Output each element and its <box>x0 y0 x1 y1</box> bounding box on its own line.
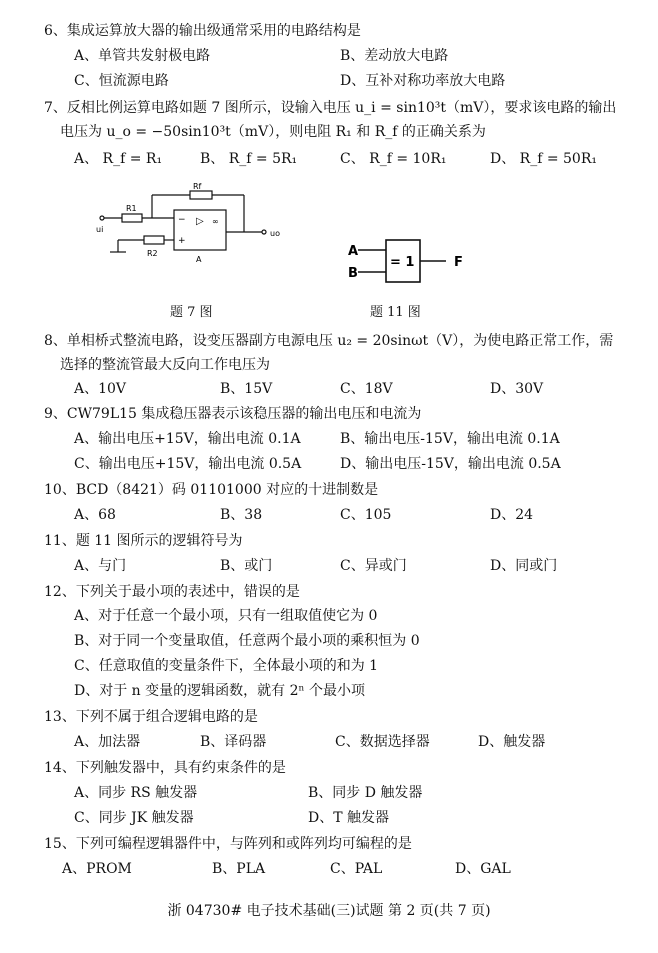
question-10-option-a: A、68 <box>74 507 116 523</box>
question-8-option-c: C、18V <box>340 381 393 397</box>
question-6-option-d: D、互补对称功率放大电路 <box>340 73 506 89</box>
label-ui: ui <box>96 225 104 234</box>
question-14-option-c: C、同步 JK 触发器 <box>74 810 194 826</box>
op-amp-triangle-icon: ▷ <box>196 216 204 227</box>
question-8-stem-line1: 8、单相桥式整流电路，设变压器副方电源电压 u₂ = 20sinωt（V），为使电路正常工作，需 <box>44 333 614 349</box>
question-9-option-d: D、输出电压-15V，输出电流 0.5A <box>340 456 561 472</box>
label-rf: Rf <box>193 182 202 191</box>
question-15-option-b: B、PLA <box>212 861 266 877</box>
question-12-option-a: A、对于任意一个最小项，只有一组取值使它为 0 <box>74 608 378 624</box>
question-6-option-c: C、恒流源电路 <box>74 73 169 89</box>
question-7-option-c: C、 R_f = 10R₁ <box>340 151 447 167</box>
question-13-option-d: D、触发器 <box>478 734 546 750</box>
question-8-stem-line2: 选择的整流管最大反向工作电压为 <box>60 357 270 373</box>
question-14-option-d: D、T 触发器 <box>308 810 390 826</box>
label-uo: uo <box>270 229 280 238</box>
gate-output-f: F <box>454 255 463 270</box>
question-14-option-b: B、同步 D 触发器 <box>308 785 423 801</box>
question-13-stem: 13、下列不属于组合逻辑电路的是 <box>44 709 258 725</box>
figure-7-caption: 题 7 图 <box>170 305 213 320</box>
question-15-option-c: C、PAL <box>330 861 383 877</box>
question-12-stem: 12、下列关于最小项的表述中，错误的是 <box>44 584 300 600</box>
question-10-option-c: C、105 <box>340 507 392 523</box>
figure-11-caption: 题 11 图 <box>370 305 421 320</box>
question-12-option-c: C、任意取值的变量条件下，全体最小项的和为 1 <box>74 658 379 674</box>
op-amp-minus: − <box>178 215 186 225</box>
question-7-option-a: A、 R_f = R₁ <box>74 151 163 167</box>
op-amp-label: A <box>196 255 202 264</box>
question-15-option-a: A、PROM <box>62 861 132 877</box>
gate-symbol: = 1 <box>390 255 415 270</box>
question-13-option-b: B、译码器 <box>200 734 267 750</box>
question-14-stem: 14、下列触发器中，具有约束条件的是 <box>44 760 286 776</box>
op-amp-infinity: ∞ <box>212 217 219 226</box>
page-footer: 浙 04730# 电子技术基础(三)试题 第 2 页(共 7 页) <box>167 903 491 919</box>
question-7-stem-line2: 电压为 u_o = −50sin10³t（mV），则电阻 R₁ 和 R_f 的正确关系为 <box>60 124 486 140</box>
question-8-option-b: B、15V <box>220 381 273 397</box>
question-13-option-c: C、数据选择器 <box>335 734 430 750</box>
question-11-option-c: C、异或门 <box>340 558 407 574</box>
question-7-stem-line1: 7、反相比例运算电路如题 7 图所示，设输入电压 u_i = sin10³t（mV），要求该电路的输出 <box>44 100 617 116</box>
question-11-option-d: D、同或门 <box>490 558 558 574</box>
question-8-option-d: D、30V <box>490 381 544 397</box>
question-9-stem: 9、CW79L15 集成稳压器表示该稳压器的输出电压和电流为 <box>44 406 422 422</box>
question-7-option-b: B、 R_f = 5R₁ <box>200 151 298 167</box>
question-10-stem: 10、BCD（8421）码 01101000 对应的十进制数是 <box>44 482 379 498</box>
figure-7-circuit <box>92 180 302 275</box>
label-r1: R1 <box>126 204 137 213</box>
question-7-option-d: D、 R_f = 50R₁ <box>490 151 597 167</box>
question-9-option-a: A、输出电压+15V，输出电流 0.1A <box>74 431 301 447</box>
op-amp-plus: + <box>178 236 186 246</box>
gate-input-b: B <box>348 266 358 281</box>
question-9-option-c: C、输出电压+15V，输出电流 0.5A <box>74 456 302 472</box>
question-14-option-a: A、同步 RS 触发器 <box>74 785 198 801</box>
question-11-stem: 11、题 11 图所示的逻辑符号为 <box>44 533 243 549</box>
question-6-option-a: A、单管共发射极电路 <box>74 48 211 64</box>
question-15-stem: 15、下列可编程逻辑器件中，与阵列和或阵列均可编程的是 <box>44 836 412 852</box>
question-12-option-b: B、对于同一个变量取值，任意两个最小项的乘积恒为 0 <box>74 633 420 649</box>
question-13-option-a: A、加法器 <box>74 734 141 750</box>
question-15-option-d: D、GAL <box>455 861 511 877</box>
figure-11-gate <box>344 232 474 287</box>
label-r2: R2 <box>147 249 158 258</box>
question-10-option-d: D、24 <box>490 507 534 523</box>
question-6-stem: 6、集成运算放大器的输出级通常采用的电路结构是 <box>44 23 361 39</box>
question-10-option-b: B、38 <box>220 507 263 523</box>
gate-input-a: A <box>348 244 359 259</box>
question-6-option-b: B、差动放大电路 <box>340 48 449 64</box>
question-11-option-b: B、或门 <box>220 558 273 574</box>
question-8-option-a: A、10V <box>74 381 127 397</box>
question-12-option-d: D、对于 n 变量的逻辑函数，就有 2ⁿ 个最小项 <box>74 683 366 699</box>
question-11-option-a: A、与门 <box>74 558 127 574</box>
question-9-option-b: B、输出电压-15V，输出电流 0.1A <box>340 431 560 447</box>
